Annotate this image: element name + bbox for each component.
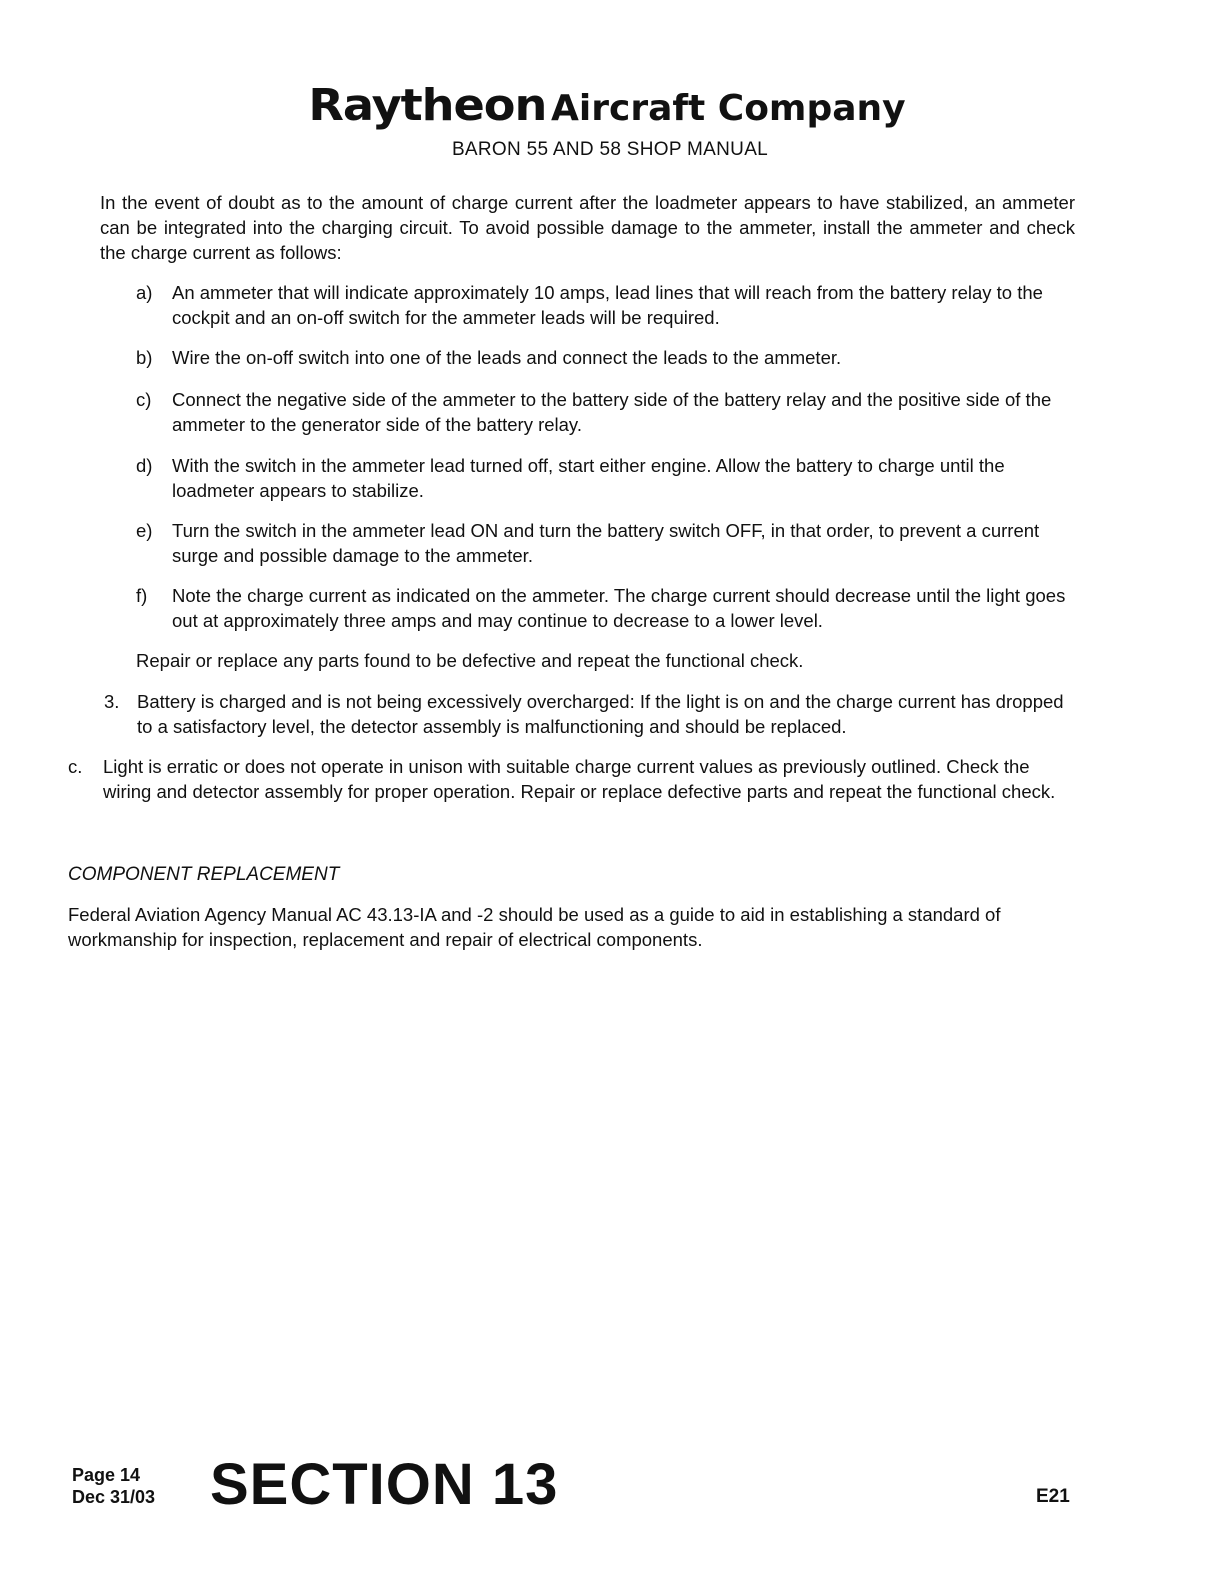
list-marker: d) [136, 455, 153, 476]
numbered-item [100, 689, 1075, 739]
section-title: SECTION 13 [210, 1452, 559, 1517]
list-marker: 3. [104, 691, 120, 712]
list-item-text: With the switch in the ammeter lead turned off, start either engine. Allow the battery to charge until the loadmeter appears to stabilize. [172, 455, 1005, 501]
list-item-text: Connect the negative side of the ammeter to the battery side of the battery relay and the positive side of the ammeter to the generator side of the battery relay. [172, 389, 1052, 435]
page-code: E21 [1036, 1486, 1070, 1507]
list-item-text: Wire the on-off switch into one of the leads and connect the leads to the ammeter. [172, 347, 842, 368]
list-marker: c. [68, 756, 83, 777]
intro-paragraph: In the event of doubt as to the amount of charge current after the loadmeter appears to have stabilized, an ammeter can be integrated into the charging circuit. To avoid possible damage to the ammeter, install the ammeter and check the charge current as follows: [100, 192, 1075, 263]
list-marker: c) [136, 389, 152, 410]
lettered-item [64, 754, 1075, 804]
list-marker: a) [136, 282, 153, 303]
list-item-text: Note the charge current as indicated on the ammeter. The charge current should decrease until the light goes out at approximately three amps and may continue to decrease to a lower level. [172, 585, 1066, 631]
list-item-text: An ammeter that will indicate approximately 10 amps, lead lines that will reach from the battery relay to the cockpit and an on-off switch for the ammeter leads will be required. [172, 282, 1043, 328]
list-item-text: Light is erratic or does not operate in unison with suitable charge current values as previously outlined. Check the wiring and detector assembly for proper operation. Repair or replace defective parts and repeat the functional check. [103, 756, 1056, 802]
list-marker: e) [136, 520, 153, 541]
list-marker: b) [136, 347, 153, 368]
company-logo: Raytheon [308, 80, 547, 131]
list-item [136, 280, 1071, 330]
list-item [136, 387, 1071, 437]
manual-title: BARON 55 AND 58 SHOP MANUAL [451, 139, 769, 160]
section-heading: COMPONENT REPLACEMENT [68, 864, 340, 885]
company-name: Aircraft Company [551, 88, 906, 129]
list-item [136, 583, 1071, 633]
list-item [136, 345, 1071, 370]
company-brand [0, 82, 1220, 133]
revision-date: Dec 31/03 [72, 1487, 156, 1507]
list-item [136, 453, 1071, 503]
page-number: Page 14 [72, 1465, 141, 1485]
list-marker: f) [136, 585, 148, 606]
list-item-text: Turn the switch in the ammeter lead ON and turn the battery switch OFF, in that order, to prevent a current surge and possible damage to the ammeter. [172, 520, 1040, 566]
list-item-text: Battery is charged and is not being excessively overcharged: If the light is on and the charge current has dropped to a satisfactory level, the detector assembly is malfunctioning and should be replaced. [137, 691, 1064, 737]
faa-paragraph: Federal Aviation Agency Manual AC 43.13-IA and -2 should be used as a guide to aid in establishing a standard of workmanship for inspection, replacement and repair of electrical components. [68, 904, 1001, 950]
page-header [0, 82, 1220, 161]
list-item [136, 518, 1071, 568]
repair-note: Repair or replace any parts found to be defective and repeat the functional check. [136, 650, 804, 671]
footer-page-info [72, 1464, 155, 1508]
